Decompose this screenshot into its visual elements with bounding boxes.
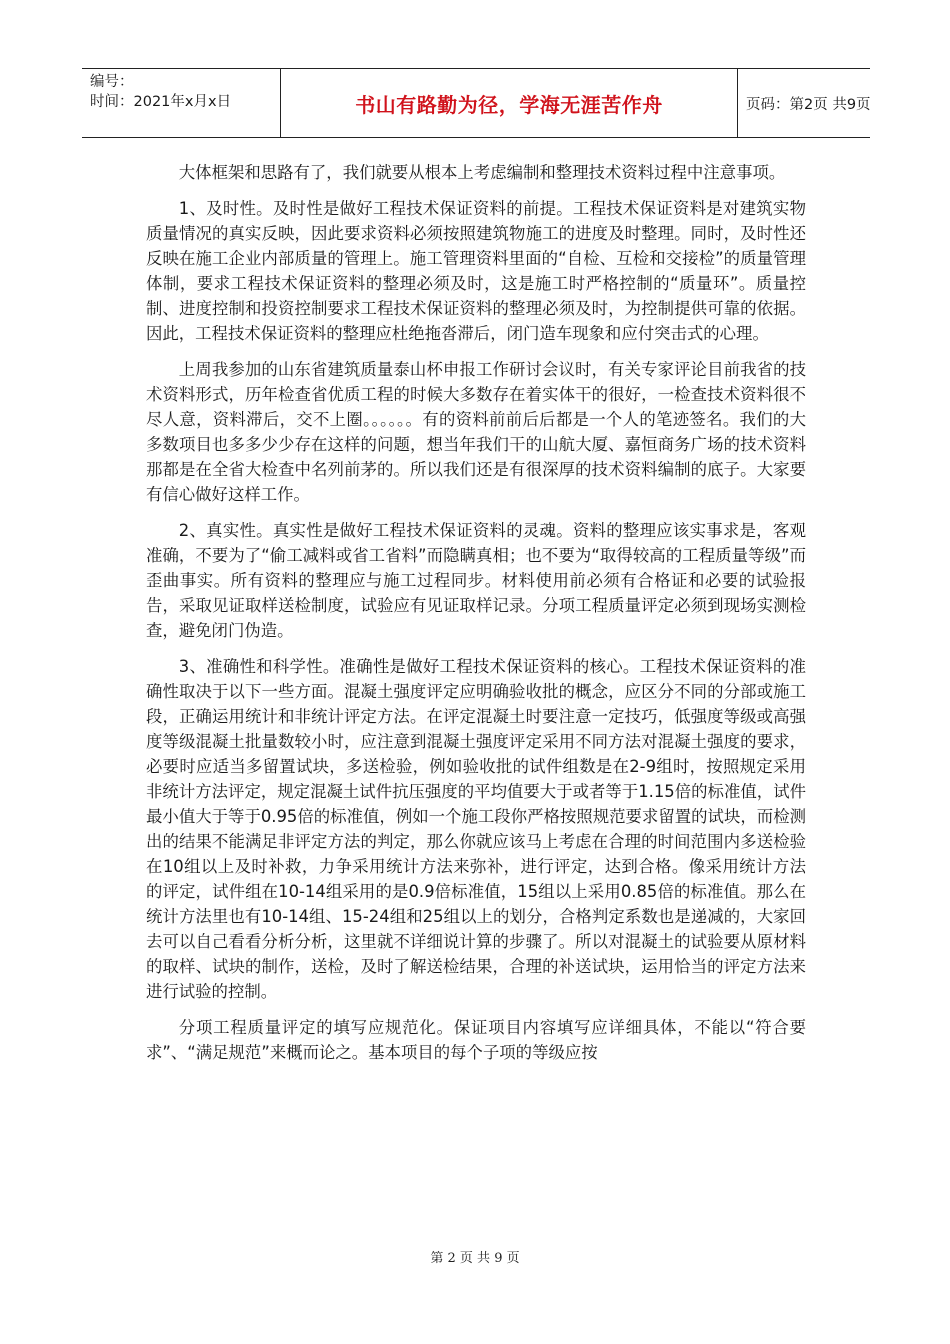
serial-number-label: 编号：: [90, 74, 134, 90]
header-motto-cell: [281, 69, 738, 137]
paragraph: 2、真实性。真实性是做好工程技术保证资料的灵魂。资料的整理应该实事求是，客观准确，不要为了“偷工减料或省工省料”而隐瞒真相；也不要为“取得较高的工程质量等级”而歪曲事实。所有资料的整理应与施工过程同步。材料使用前必须有合格证和必要的试验报告，采取见证取样送检制度，试验应有见证取样记录。分项工程质量评定必须到现场实测检查，避免闭门伪造。: [146, 521, 806, 640]
paragraph: 大体框架和思路有了，我们就要从根本上考虑编制和整理技术资料过程中注意事项。: [178, 163, 786, 182]
paragraph: 3、准确性和科学性。准确性是做好工程技术保证资料的核心。工程技术保证资料的准确性取决于以下一些方面。混凝土强度评定应明确验收批的概念，应区分不同的分部或施工段，正确运用统计和非统计评定方法。在评定混凝土时要注意一定技巧，低强度等级或高强度等级混凝土批量数较小时，应注意到混凝土强度评定采用不同方法对混凝土强度的要求，必要时应适当多留置试块，多送检验，例如验收批的试件组数是在2-9组时，按照规定采用非统计方法评定，规定混凝土试件抗压强度的平均值要大于或者等于1.15倍的标准值，试件最小值大于等于0.95倍的标准值，例如一个施工段你严格按照规范要求留置的试块，而检测出的结果不能满足非评定方法的判定，那么你就应该马上考虑在合理的时间范围内多送检验在10组以上及时补救，力争采用统计方法来弥补，进行评定，达到合格。像采用统计方法的评定，试件组在10-14组采用的是0.9倍标准值，15组以上采用0.85倍的标准值。那么在统计方法里也有10-14组、15-24组和25组以上的划分，合格判定系数也是递减的，大家回去可以自己看看分析分析，这里就不详细说计算的步骤了。所以对混凝土的试验要从原材料的取样、试块的制作，送检，及时了解送检结果，合理的补送试块，运用恰当的评定方法来进行试验的控制。: [146, 657, 806, 1001]
paragraph: 分项工程质量评定的填写应规范化。保证项目内容填写应详细具体，不能以“符合要求”、“满足规范”来概而论之。基本项目的每个子项的等级应按: [146, 1018, 806, 1062]
time-label: 时间：2021年x月x日: [90, 94, 232, 110]
header-page-cell: [738, 69, 870, 137]
header-page-info: 页码：第2页 共9页: [746, 96, 871, 113]
header-motto: 书山有路勤为径，学海无涯苦作舟: [355, 92, 663, 117]
header-meta-cell: [82, 69, 281, 137]
paragraph: 1、及时性。及时性是做好工程技术保证资料的前提。工程技术保证资料是对建筑实物质量情况的真实反映，因此要求资料必须按照建筑物施工的进度及时整理。同时，及时性还反映在施工企业内部质量的管理上。施工管理资料里面的“自检、互检和交接检”的质量管理体制，要求工程技术保证资料的整理必须及时，这是施工时严格控制的“质量环”。质量控制、进度控制和投资控制要求工程技术保证资料的整理必须及时，为控制提供可靠的依据。因此，工程技术保证资料的整理应杜绝拖沓滞后，闭门造车现象和应付突击式的心理。: [146, 199, 806, 343]
paragraph: 上周我参加的山东省建筑质量泰山杯申报工作研讨会议时，有关专家评论目前我省的技术资料形式，历年检查省优质工程的时候大多数存在着实体干的很好，一检查技术资料很不尽人意，资料滞后，交不上圈。。。。。。有的资料前前后后都是一个人的笔迹签名。我们的大多数项目也多多少少存在这样的问题，想当年我们干的山航大厦、嘉恒商务广场的技术资料那都是在全省大检查中名列前茅的。所以我们还是有很深厚的技术资料编制的底子。大家要有信心做好这样工作。: [146, 360, 806, 504]
body-text: [146, 160, 806, 1076]
page-footer: 第 2 页 共 9 页: [430, 1251, 520, 1266]
page-header: [82, 68, 870, 138]
